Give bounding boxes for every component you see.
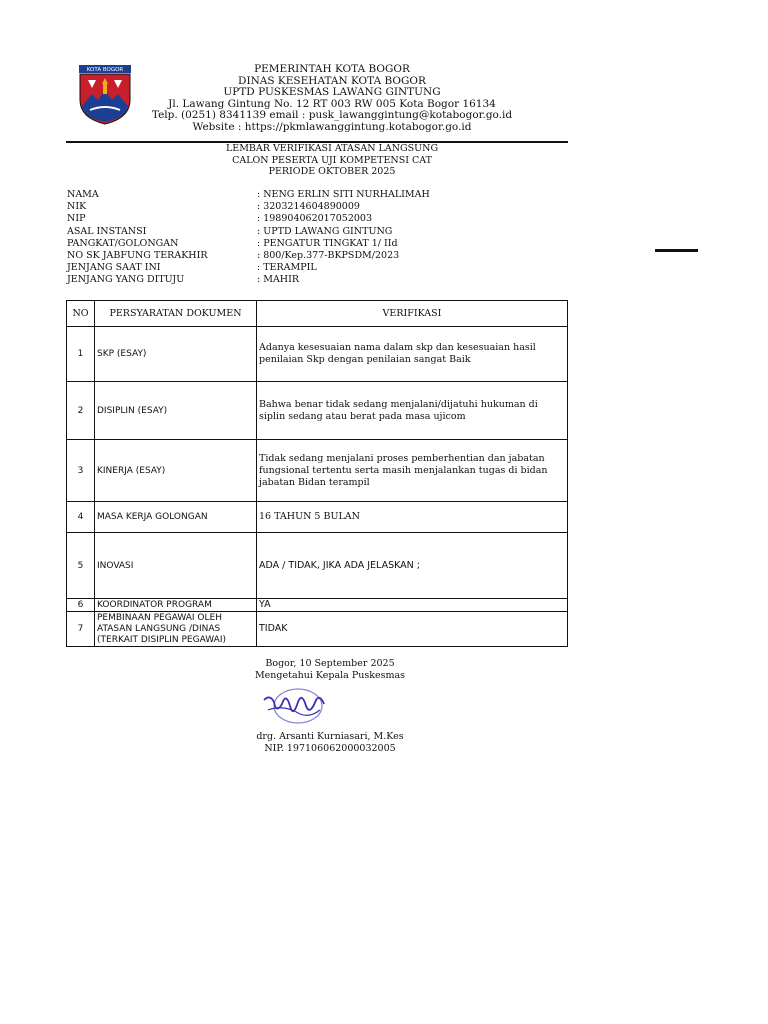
identity-block bbox=[67, 189, 430, 287]
identity-row bbox=[67, 213, 430, 225]
table-row bbox=[67, 533, 568, 599]
signatory-block bbox=[230, 731, 430, 755]
row-verification: 16 TAHUN 5 BULAN bbox=[257, 502, 568, 533]
header-website: Website : https://pkmlawanggintung.kotabogor.go.id bbox=[192, 120, 472, 133]
identity-label: NIK bbox=[67, 201, 87, 213]
identity-row bbox=[67, 238, 430, 250]
row-document: KOORDINATOR PROGRAM bbox=[95, 599, 257, 612]
requirements-table bbox=[66, 300, 568, 647]
identity-value: : 198904062017052003 bbox=[257, 213, 373, 225]
identity-label: JENJANG YANG DITUJU bbox=[67, 274, 185, 286]
identity-value: : TERAMPIL bbox=[257, 262, 317, 274]
header-address: Jl. Lawang Gintung No. 12 RT 003 RW 005 Kota Bogor 16134 bbox=[168, 97, 496, 110]
row-verification: ADA / TIDAK, JIKA ADA JELASKAN ; bbox=[257, 533, 568, 599]
document-title: LEMBAR VERIFIKASI ATASAN LANGSUNG bbox=[225, 143, 439, 154]
row-number: 5 bbox=[67, 533, 95, 599]
kota-bogor-logo bbox=[78, 64, 132, 126]
row-number: 7 bbox=[67, 612, 95, 647]
logo-text: KOTA BOGOR bbox=[86, 67, 124, 73]
header-government: PEMERINTAH KOTA BOGOR bbox=[254, 63, 410, 75]
table-row bbox=[67, 502, 568, 533]
header-unit: UPTD PUSKESMAS LAWANG GINTUNG bbox=[223, 86, 441, 98]
signatory-nip: NIP. 197106062000032005 bbox=[264, 743, 396, 754]
table-row bbox=[67, 612, 568, 647]
signature-block bbox=[230, 658, 430, 682]
row-number: 1 bbox=[67, 327, 95, 382]
identity-label: NIP bbox=[67, 213, 86, 225]
row-number: 6 bbox=[67, 599, 95, 612]
row-document: INOVASI bbox=[95, 533, 257, 599]
table-row bbox=[67, 327, 568, 382]
document-subtitle: CALON PESERTA UJI KOMPETENSI CAT bbox=[232, 154, 432, 166]
identity-value: : 3203214604890009 bbox=[257, 201, 360, 213]
identity-label: JENJANG SAAT INI bbox=[67, 262, 161, 274]
row-document: DISIPLIN (ESAY) bbox=[95, 382, 257, 440]
table-row bbox=[67, 382, 568, 440]
row-verification: Adanya kesesuaian nama dalam skp dan kesesuaian hasil penilaian Skp dengan penilaian sangat Baik bbox=[257, 327, 568, 382]
identity-label: PANGKAT/GOLONGAN bbox=[67, 237, 179, 249]
row-number: 4 bbox=[67, 502, 95, 533]
signature-stamp-icon bbox=[260, 684, 328, 726]
signature-place-date: Bogor, 10 September 2025 bbox=[265, 658, 395, 669]
stray-dash-mark bbox=[655, 249, 698, 252]
header-contact: Telp. (0251) 8341139 email : pusk_lawanggintung@kotabogor.go.id bbox=[151, 109, 513, 121]
row-verification: Tidak sedang menjalani proses pemberhentian dan jabatan fungsional tertentu serta masih menjalankan tugas di bidan jabatan Bidan terampil bbox=[257, 440, 568, 502]
header-no: NO bbox=[67, 301, 95, 327]
identity-label: NO SK JABFUNG TERAKHIR bbox=[67, 250, 208, 262]
signature-role: Mengetahui Kepala Puskesmas bbox=[254, 670, 406, 681]
row-verification: TIDAK bbox=[257, 612, 568, 647]
document-period: PERIODE OKTOBER 2025 bbox=[268, 166, 396, 177]
row-document: PEMBINAAN PEGAWAI OLEH ATASAN LANGSUNG /DINAS (TERKAIT DISIPLIN PEGAWAI) bbox=[95, 612, 257, 647]
letterhead bbox=[132, 64, 532, 133]
identity-row bbox=[67, 274, 430, 286]
identity-value: : PENGATUR TINGKAT 1/ IId bbox=[257, 237, 398, 249]
row-verification: YA bbox=[257, 599, 568, 612]
table-header-row bbox=[67, 301, 568, 327]
row-document: MASA KERJA GOLONGAN bbox=[95, 502, 257, 533]
row-document: SKP (ESAY) bbox=[95, 327, 257, 382]
row-verification: Bahwa benar tidak sedang menjalani/dijatuhi hukuman di siplin sedang atau berat pada masa ujicom bbox=[257, 382, 568, 440]
header-agency: DINAS KESEHATAN KOTA BOGOR bbox=[238, 74, 426, 87]
row-number: 3 bbox=[67, 440, 95, 502]
table-row bbox=[67, 440, 568, 502]
signatory-name: drg. Arsanti Kurniasari, M.Kes bbox=[256, 731, 404, 742]
identity-value: : MAHIR bbox=[257, 274, 299, 286]
row-document: KINERJA (ESAY) bbox=[95, 440, 257, 502]
identity-row bbox=[67, 189, 430, 201]
identity-row bbox=[67, 250, 430, 262]
identity-value: : 800/Kep.377-BKPSDM/2023 bbox=[257, 250, 400, 262]
document-titles bbox=[132, 143, 532, 178]
row-number: 2 bbox=[67, 382, 95, 440]
header-verification: VERIFIKASI bbox=[257, 301, 568, 327]
identity-value: : UPTD LAWANG GINTUNG bbox=[257, 225, 393, 237]
identity-value: : NENG ERLIN SITI NURHALIMAH bbox=[257, 189, 430, 200]
table-row bbox=[67, 599, 568, 612]
header-document: PERSYARATAN DOKUMEN bbox=[95, 301, 257, 327]
identity-row bbox=[67, 201, 430, 213]
identity-label: NAMA bbox=[67, 189, 99, 200]
identity-row bbox=[67, 226, 430, 238]
identity-row bbox=[67, 262, 430, 274]
identity-label: ASAL INSTANSI bbox=[67, 225, 147, 237]
